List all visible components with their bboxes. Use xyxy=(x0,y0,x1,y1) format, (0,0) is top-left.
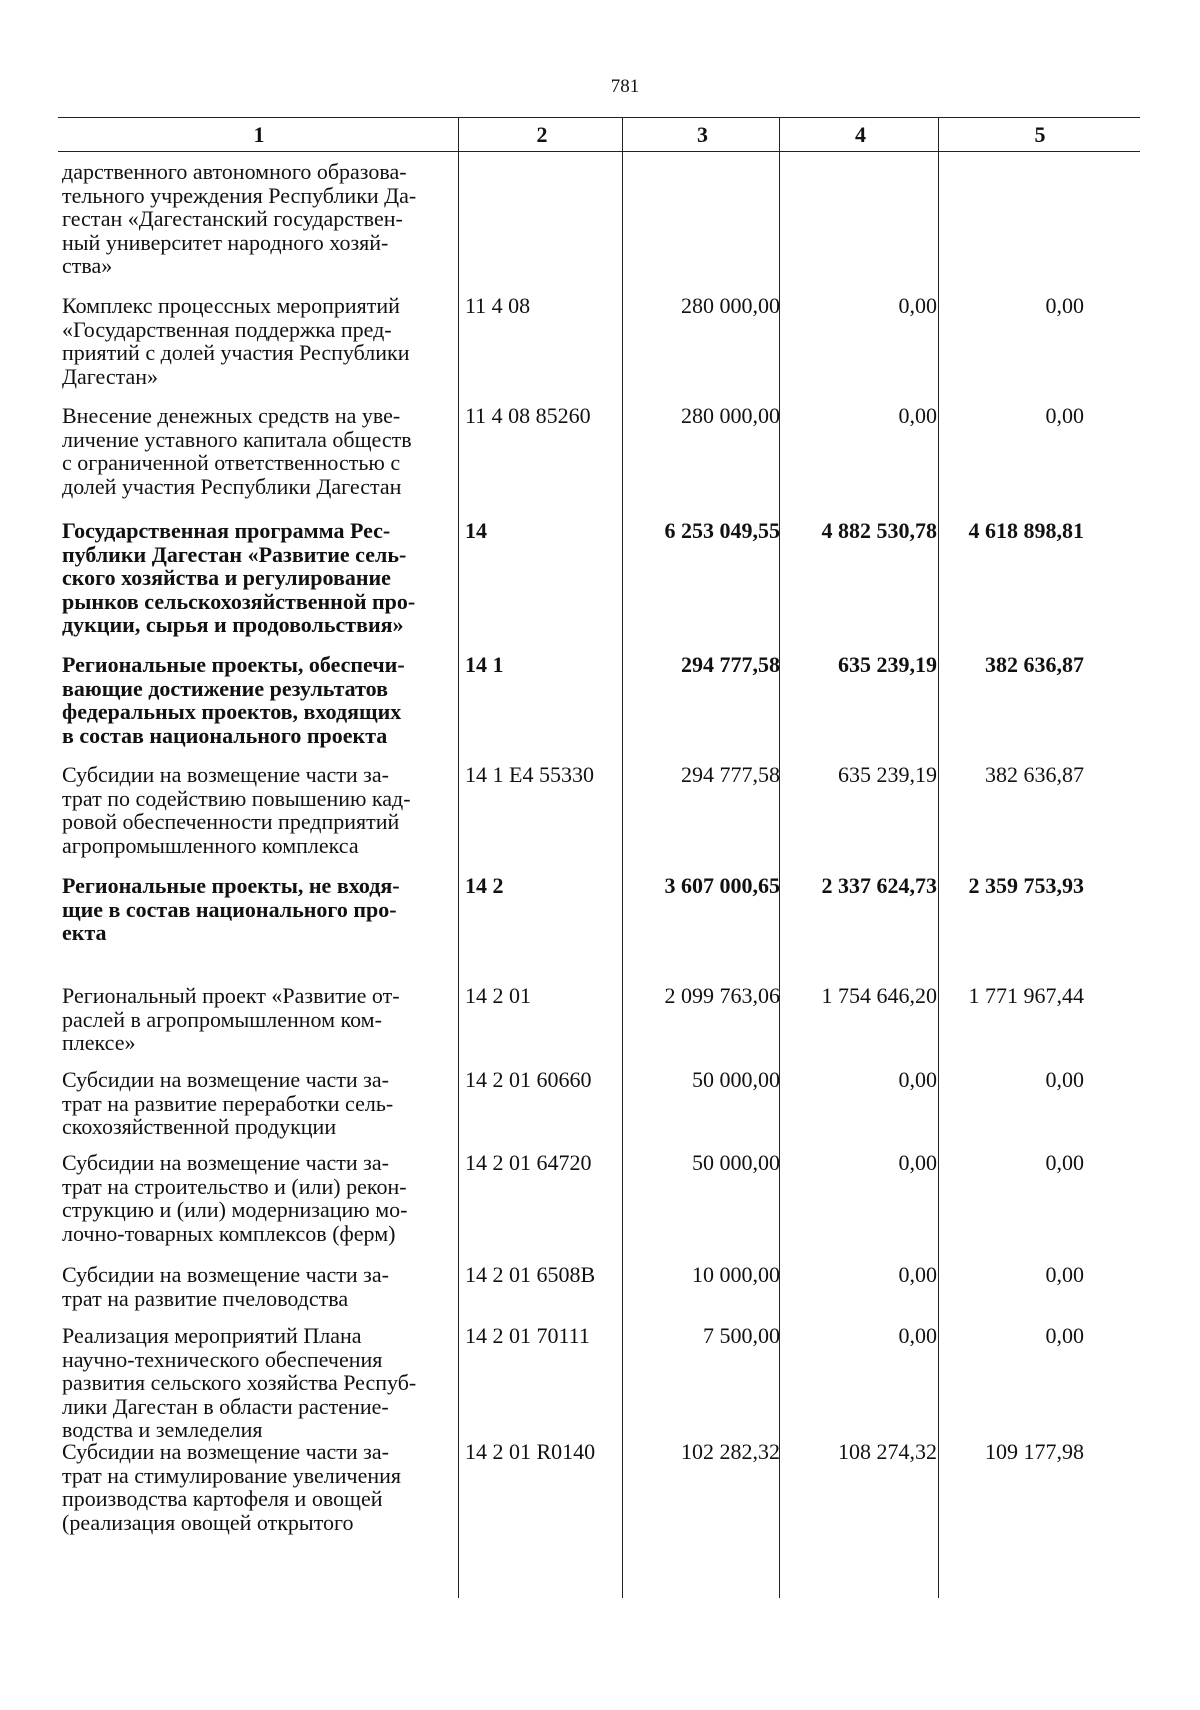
row-value-col5: 1 771 967,44 xyxy=(968,983,1084,1008)
row-code: 14 2 xyxy=(465,873,504,898)
row-code: 14 1 E4 55330 xyxy=(465,762,594,787)
row-value-col3: 3 607 000,65 xyxy=(664,873,780,898)
row-value-col4: 635 239,19 xyxy=(838,762,937,787)
table-row xyxy=(58,404,1140,498)
row-code xyxy=(460,160,624,278)
row-value-col4: 108 274,32 xyxy=(838,1439,937,1464)
header-col-4: 4 xyxy=(855,122,866,147)
table-row xyxy=(58,294,1140,388)
table-row xyxy=(58,874,1140,945)
row-value-col5: 2 359 753,93 xyxy=(968,873,1084,898)
row-code: 14 2 01 xyxy=(465,983,531,1008)
row-value-col3: 50 000,00 xyxy=(692,1150,780,1175)
row-code: 11 4 08 85260 xyxy=(465,403,591,428)
row-value-col4: 0,00 xyxy=(898,1067,937,1092)
row-value-col4: 635 239,19 xyxy=(838,652,937,677)
header-col-5: 5 xyxy=(1034,122,1046,147)
row-name: Субсидии на возмещение части за- трат на строительство и (или) рекон- струкцию и (или) модернизацию мо- лочно-товарных комплексов (ферм) xyxy=(62,1150,408,1246)
row-value-col4: 0,00 xyxy=(898,1323,937,1348)
row-name: Субсидии на возмещение части за- трат на стимулирование увеличения производства картофеля и овощей (реализация овощей открытого xyxy=(62,1439,402,1535)
row-value-col4: 0,00 xyxy=(898,293,937,318)
row-value-col5: 382 636,87 xyxy=(985,652,1084,677)
row-code: 11 4 08 xyxy=(465,293,531,318)
row-code: 14 2 01 70111 xyxy=(465,1323,590,1348)
row-value-col3: 102 282,32 xyxy=(681,1439,780,1464)
table-row xyxy=(58,160,1140,278)
table-row xyxy=(58,1151,1140,1245)
row-value-col4 xyxy=(781,160,940,278)
row-value-col3: 294 777,58 xyxy=(681,762,780,787)
table-row xyxy=(58,1440,1140,1534)
row-value-col5: 382 636,87 xyxy=(985,762,1084,787)
row-name: Государственная программа Рес- публики Дагестан «Развитие сель- ского хозяйства и регулирование рынков сельскохозяйственной про- дукции, сырья и продовольствия» xyxy=(62,518,416,638)
row-code: 14 1 xyxy=(465,652,504,677)
header-col-2: 2 xyxy=(536,122,548,147)
header-col-1: 1 xyxy=(253,122,265,147)
row-value-col3: 280 000,00 xyxy=(681,403,780,428)
row-value-col3: 294 777,58 xyxy=(681,652,780,677)
row-value-col5: 4 618 898,81 xyxy=(968,518,1084,543)
row-value-col4: 2 337 624,73 xyxy=(821,873,937,898)
row-value-col5: 0,00 xyxy=(1045,1067,1084,1092)
row-value-col3: 2 099 763,06 xyxy=(664,983,780,1008)
row-value-col5: 0,00 xyxy=(1045,403,1084,428)
row-value-col3 xyxy=(624,160,781,278)
table-row xyxy=(58,1068,1140,1139)
row-code: 14 2 01 R0140 xyxy=(465,1439,596,1464)
row-value-col5: 109 177,98 xyxy=(985,1439,1084,1464)
row-code: 14 2 01 6508В xyxy=(465,1262,596,1287)
row-value-col4: 0,00 xyxy=(898,1150,937,1175)
table-row xyxy=(58,519,1140,637)
row-name: Реализация мероприятий Плана научно-технического обеспечения развития сельского хозяйства Респуб- лики Дагестан в области растение- водства и земледелия xyxy=(62,1323,417,1443)
row-code: 14 2 01 60660 xyxy=(465,1067,592,1092)
page-number: 781 xyxy=(610,76,640,97)
row-name: Региональные проекты, обеспечи- вающие достижение результатов федеральных проектов, входящих в состав национального проекта xyxy=(62,652,405,748)
row-value-col5 xyxy=(940,160,1140,278)
row-value-col3: 10 000,00 xyxy=(692,1262,780,1287)
row-value-col5: 0,00 xyxy=(1045,1323,1084,1348)
row-value-col4: 1 754 646,20 xyxy=(821,983,937,1008)
row-name: Субсидии на возмещение части за- трат на развитие пчеловодства xyxy=(62,1262,389,1311)
table-row xyxy=(58,1263,1140,1310)
row-value-col3: 50 000,00 xyxy=(692,1067,780,1092)
row-value-col5: 0,00 xyxy=(1045,293,1084,318)
row-value-col3: 7 500,00 xyxy=(703,1323,780,1348)
row-value-col4: 0,00 xyxy=(898,1262,937,1287)
row-value-col3: 6 253 049,55 xyxy=(664,518,780,543)
row-name: дарственного автономного образова- тельного учреждения Республики Да- гестан «Дагестанский государствен- ный университет народного хозяй- ства» xyxy=(62,159,417,279)
row-value-col5: 0,00 xyxy=(1045,1150,1084,1175)
table-row xyxy=(58,763,1140,857)
row-name: Внесение денежных средств на уве- личение уставного капитала обществ с ограниченной ответственностью с долей участия Республики Дагестан xyxy=(62,403,412,499)
table-row xyxy=(58,1324,1140,1442)
table-row xyxy=(58,653,1140,747)
table-header xyxy=(58,118,1140,152)
table-row xyxy=(58,984,1140,1055)
row-value-col4: 4 882 530,78 xyxy=(821,518,937,543)
row-name: Региональные проекты, не входя- щие в состав национального про- екта xyxy=(62,873,400,946)
row-value-col3: 280 000,00 xyxy=(681,293,780,318)
budget-table xyxy=(58,117,1140,1535)
row-name: Комплекс процессных мероприятий «Государственная поддержка пред- приятий с долей участия Республики Дагестан» xyxy=(62,293,410,389)
row-name: Региональный проект «Развитие от- раслей в агропромышленном ком- плексе» xyxy=(62,983,400,1056)
row-value-col4: 0,00 xyxy=(898,403,937,428)
row-name: Субсидии на возмещение части за- трат по содействию повышению кад- ровой обеспеченности предприятий агропромышленного комплекса xyxy=(62,762,411,858)
row-value-col5: 0,00 xyxy=(1045,1262,1084,1287)
header-col-3: 3 xyxy=(697,122,708,147)
row-name: Субсидии на возмещение части за- трат на развитие переработки сель- скохозяйственной продукции xyxy=(62,1067,394,1140)
row-code: 14 2 01 64720 xyxy=(465,1150,592,1175)
row-code: 14 xyxy=(465,518,487,543)
